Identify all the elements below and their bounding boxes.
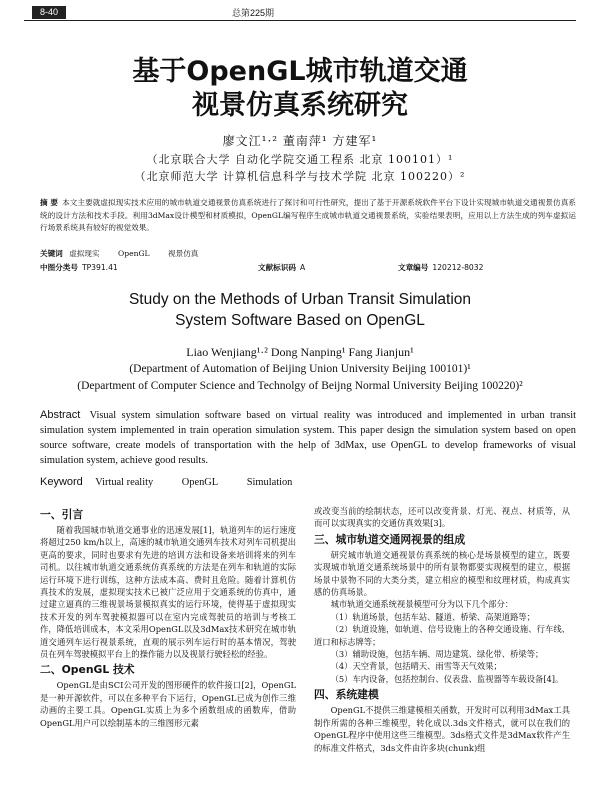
body-right-column bbox=[314, 505, 570, 754]
cn-title-line2: 视景仿真系统研究 bbox=[192, 90, 408, 121]
document-code bbox=[258, 262, 305, 273]
list-item: （4）天空背景，包括晴天、雨雪等天气效果； bbox=[330, 661, 502, 672]
en-keywords bbox=[40, 476, 318, 488]
en-title-line2: System Software Based on OpenGL bbox=[175, 312, 425, 329]
body-left-column bbox=[40, 505, 296, 729]
en-affiliation-1: (Department of Automation of Beijing Union University Beijing 100101)¹ bbox=[129, 363, 471, 375]
list-item: （2）轨道设施，如轨道、信号设施上的各种交通设施、行车线、道口和标志牌等； bbox=[314, 624, 570, 647]
cn-keyword: 虚拟现实 bbox=[69, 249, 100, 258]
cn-affiliation-2: （北京师范大学 计算机信息科学与技术学院 北京 100220）² bbox=[134, 170, 466, 183]
en-keywords-label: Keyword bbox=[40, 476, 83, 488]
cn-keywords-label: 关键词 bbox=[40, 249, 63, 258]
paragraph: OpenGL不提供三维建模相关函数，开发时可以利用3dMax工具制作所需的各种三维模型，转化成以.3ds文件格式，就可以在我们的OpenGL程序中使用这些三维模型。3ds格式文件是3dMax软件产生的标准文件格式，3ds文件由许多块(chunk)组 bbox=[314, 705, 570, 753]
list-item: （5）车内设备，包括控制台、仪表盘、监视器等车载设备[4]。 bbox=[330, 673, 564, 684]
en-keyword: Simulation bbox=[246, 477, 293, 488]
paragraph: 或改变当前的绘制状态，还可以改变背景、灯光、视点、材质等，从而可以实现真实的交通仿真效果[3]。 bbox=[314, 506, 570, 529]
cn-abstract-label: 摘 要 bbox=[40, 198, 59, 207]
clc-value: TP391.41 bbox=[81, 263, 118, 272]
article-no-label: 文章编号 bbox=[398, 263, 429, 272]
en-affiliation-2: (Department of Computer Science and Technolgy of Beijng Normal University Beijing 100220)² bbox=[77, 380, 523, 392]
en-abstract-label: Abstract bbox=[40, 409, 81, 421]
cn-keyword: 视景仿真 bbox=[168, 249, 199, 258]
article-no-value: 120212-8032 bbox=[432, 263, 484, 272]
cn-keyword: OpenGL bbox=[118, 249, 150, 258]
en-keyword: Virtual reality bbox=[95, 477, 154, 488]
section-heading: 三、城市轨道交通网视景的组成 bbox=[314, 532, 466, 546]
cn-keywords bbox=[40, 248, 214, 259]
en-keyword: OpenGL bbox=[181, 477, 219, 488]
paragraph: 随着我国城市轨道交通事业的迅速发展[1]，轨道列车的运行速度将超过250 km/h以上，高速的城市轨道交通列车技术对列车司机提出更高的要求，同时也要求有先进的培训方法和设备来培训将来的列车司机。以往城市轨道交通系统仿真系统的方法是在列车和轨道的实际运行环境下进行训练，这种方法成本高、费时且危险。随着计算机仿真技术的发展，虚拟现实技术已被广泛应用于交通系统的仿真中，通过建立逼真的三维视景场景模拟真实的运行环境，使得基于虚拟现实技术开发的列车驾驶模拟器可以在室内完成驾驶员的培训与考核工作，降低培训成本，本文采用OpenGL以及3dMax技术研究在城市轨道交通列车运行视景系统，直观的展示列车运行时的基本情况，驾驶员在列车驾驶模拟平台上的操作能力以及视景行驶轻松的经验。 bbox=[40, 525, 296, 660]
section-heading: 二、OpenGL 技术 bbox=[40, 663, 135, 677]
doc-code-value: A bbox=[299, 263, 306, 272]
page-tag: 8-40 bbox=[32, 6, 66, 19]
section-heading: 一、引言 bbox=[40, 508, 84, 521]
en-abstract-text: Visual system simulation software based on virtual reality was introduced and implemented in urban transit simulation system implemented in train operation simulation system. This paper design the simulation system based on open source software, create models of transportation with the help of 3dMax, use OpenGL to develop frameworks of visual simulation system, achieve good results. bbox=[40, 410, 576, 466]
clc-number bbox=[40, 262, 118, 273]
paragraph: 城市轨道交通系统视景模型可分为以下几个部分： bbox=[330, 599, 514, 610]
list-item: （3）辅助设施，包括车辆、周边建筑、绿化带、桥梁等； bbox=[330, 649, 544, 660]
section-heading: 四、系统建模 bbox=[314, 688, 379, 702]
article-number bbox=[398, 262, 483, 273]
paragraph: 研究城市轨道交通视景仿真系统的核心是场景模型的建立，既要实现城市轨道交通系统场景中的所有景物都要实现模型的建立，根据场景中景物不同的大类分类，建立相应的模型和纹理材质，构成真实感的仿真场景。 bbox=[314, 549, 570, 598]
list-item: （1）轨道场景，包括车站、隧道、桥梁、高架道路等； bbox=[330, 611, 535, 622]
en-authors: Liao Wenjiang¹·² Dong Nanping¹ Fang Jianjun¹ bbox=[186, 345, 414, 359]
paragraph: OpenGL是由SCI公司开发的图形硬件的软件接口[2]，OpenGL是一种开源软件，可以在多种平台下运行，OpenGL已成为创作三维动画的主要工具。OpenGL实质上为多个函数组成的函数库，借助OpenGL用户可以绘制基本的三维图形元素 bbox=[40, 680, 296, 728]
cn-affiliation-1: （北京联合大学 自动化学院交通工程系 北京 100101）¹ bbox=[146, 153, 454, 166]
cn-abstract-text: 本文主要就虚拟现实技术应用的城市轨道交通视景仿真系统进行了探讨和可行性研究，提出了基于开源系统软件平台下设计实现城市轨道交通视景仿真系统的设计方法和技术手段。利用3dMax设计模型和材质模拟，OpenGL编写程序生成城市轨道交通视景系统，实验结果表明，应用以上方法生成的列车虚拟运行场景系统具有较好的视觉效果。 bbox=[40, 198, 576, 232]
en-abstract bbox=[40, 408, 576, 468]
cn-title-line1: 基于OpenGL城市轨道交通 bbox=[132, 56, 468, 87]
clc-label: 中图分类号 bbox=[40, 263, 78, 272]
en-title-line1: Study on the Methods of Urban Transit Simulation bbox=[128, 291, 472, 308]
doc-code-label: 文献标识码 bbox=[258, 263, 296, 272]
cn-abstract bbox=[40, 197, 576, 235]
cn-authors: 廖文江¹·² 董南萍¹ 方建军¹ bbox=[222, 134, 378, 148]
header-rule bbox=[24, 20, 576, 21]
issue-number: 总第225期 bbox=[232, 8, 275, 18]
